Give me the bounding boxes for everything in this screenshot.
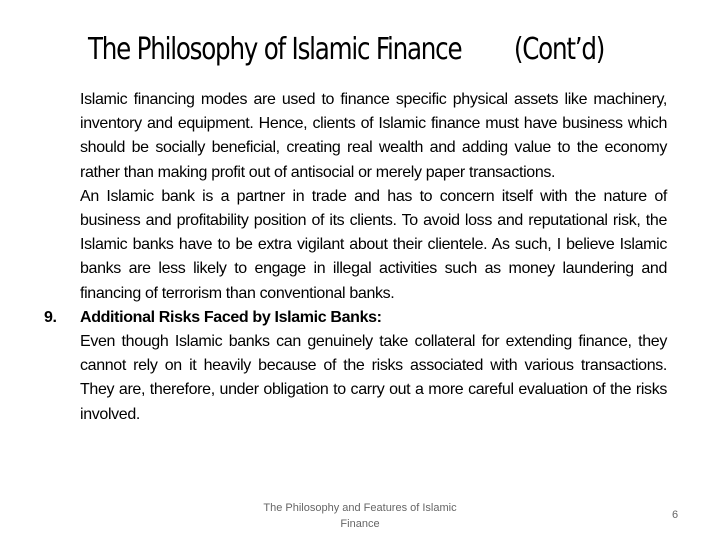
item-9-number: 9. [44, 308, 57, 326]
title-suffix: (Cont’d) [513, 32, 605, 67]
title-main: The Philosophy of Islamic Finance [88, 32, 462, 67]
footer-text: The Philosophy and Features of Islamic Finance [263, 502, 457, 530]
paragraph-financing-modes: Islamic financing modes are used to finance specific physical assets like machinery, inventory and equipment. Hence, clients of Islamic finance must have business which should be socially beneficial, creating real wealth and adding value to the economy rather than making profit out of antisocial or merely paper transactions. [80, 91, 667, 181]
slide-title [88, 28, 605, 72]
item-9-heading-text: Additional Risks Faced by Islamic Banks: [80, 308, 382, 326]
paragraph-partner-in-trade: An Islamic bank is a partner in trade and has to concern itself with the nature of business and profitability position of its clients. To avoid loss and reputational risk, the Islamic banks have to be extra vigilant about their clientele. As such, I believe Islamic banks are less likely to engage in illegal activities such as money laundering and financing of terrorism than conventional banks. [80, 187, 667, 302]
page-number: 6 [671, 509, 679, 521]
item-9-heading [44, 306, 667, 330]
item-9-body: Even though Islamic banks can genuinely take collateral for extending finance, they cannot rely on it heavily because of the risks associated with various transactions. They are, therefore, under obligation to carry out a more careful evaluation of the risks involved. [80, 333, 667, 423]
slide-content [44, 88, 667, 427]
